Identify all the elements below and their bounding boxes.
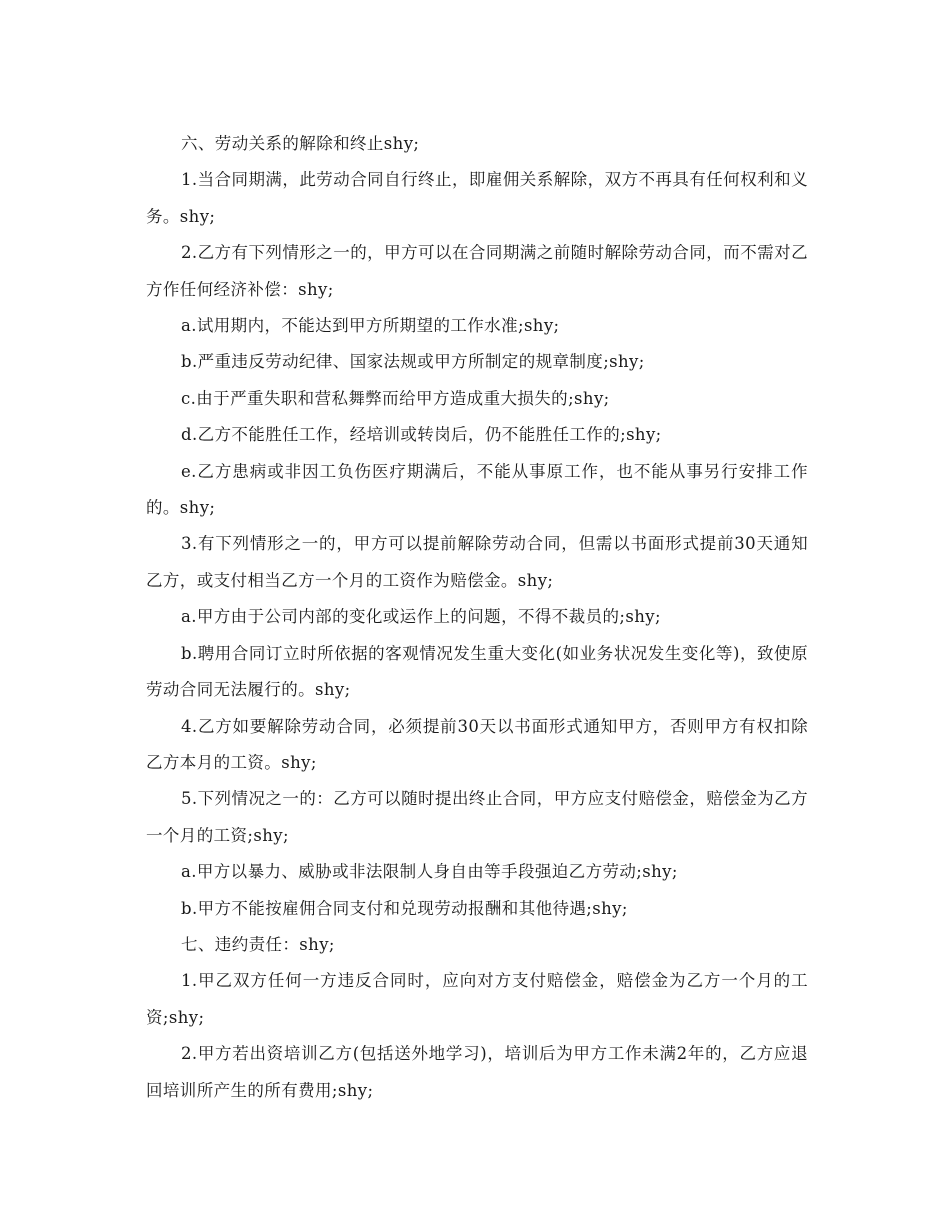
clause-6-2-e: e.乙方患病或非因工负伤医疗期满后，不能从事原工作，也不能从事另行安排工作的。shy; xyxy=(146,461,808,518)
clause-6-2: 2.乙方有下列情形之一的，甲方可以在合同期满之前随时解除劳动合同，而不需对乙方作任何经济补偿：shy; xyxy=(146,243,808,299)
clause-6-3-b: b.聘用合同订立时所依据的客观情况发生重大变化(如业务状况发生变化等)，致使原劳动合同无法履行的。shy; xyxy=(146,643,808,700)
clause-6-2-d: d.乙方不能胜任工作，经培训或转岗后，仍不能胜任工作的;shy; xyxy=(181,425,662,445)
clause-7-1: 1.甲乙双方任何一方违反合同时，应向对方支付赔偿金，赔偿金为乙方一个月的工资;shy; xyxy=(146,971,808,1027)
section-heading-liability: 七、违约责任：shy; xyxy=(181,934,335,954)
clause-6-2-a: a.试用期内，不能达到甲方所期望的工作水准;shy; xyxy=(181,316,560,336)
clause-6-1: 1.当合同期满，此劳动合同自行终止，即雇佣关系解除，双方不再具有任何权利和义务。shy; xyxy=(146,170,808,226)
clause-6-3: 3.有下列情形之一的，甲方可以提前解除劳动合同，但需以书面形式提前30天通知乙方，或支付相当乙方一个月的工资作为赔偿金。shy; xyxy=(146,534,808,590)
clause-6-5-b: b.甲方不能按雇佣合同支付和兑现劳动报酬和其他待遇;shy; xyxy=(181,898,628,918)
clause-6-3-a: a.甲方由于公司内部的变化或运作上的问题，不得不裁员的;shy; xyxy=(181,607,661,627)
document-body xyxy=(146,126,808,1109)
clause-6-2-b: b.严重违反劳动纪律、国家法规或甲方所制定的规章制度;shy; xyxy=(181,352,645,372)
clause-6-2-c: c.由于严重失职和营私舞弊而给甲方造成重大损失的;shy; xyxy=(181,388,610,408)
clause-7-2: 2.甲方若出资培训乙方(包括送外地学习)，培训后为甲方工作未满2年的，乙方应退回培训所产生的所有费用;shy; xyxy=(146,1044,808,1100)
clause-6-4: 4.乙方如要解除劳动合同，必须提前30天以书面形式通知甲方，否则甲方有权扣除乙方本月的工资。shy; xyxy=(146,716,808,772)
clause-6-5: 5.下列情况之一的：乙方可以随时提出终止合同，甲方应支付赔偿金，赔偿金为乙方一个月的工资;shy; xyxy=(146,789,808,845)
section-heading-termination: 六、劳动关系的解除和终止shy; xyxy=(181,134,420,153)
clause-6-5-a: a.甲方以暴力、威胁或非法限制人身自由等手段强迫乙方劳动;shy; xyxy=(181,862,678,882)
